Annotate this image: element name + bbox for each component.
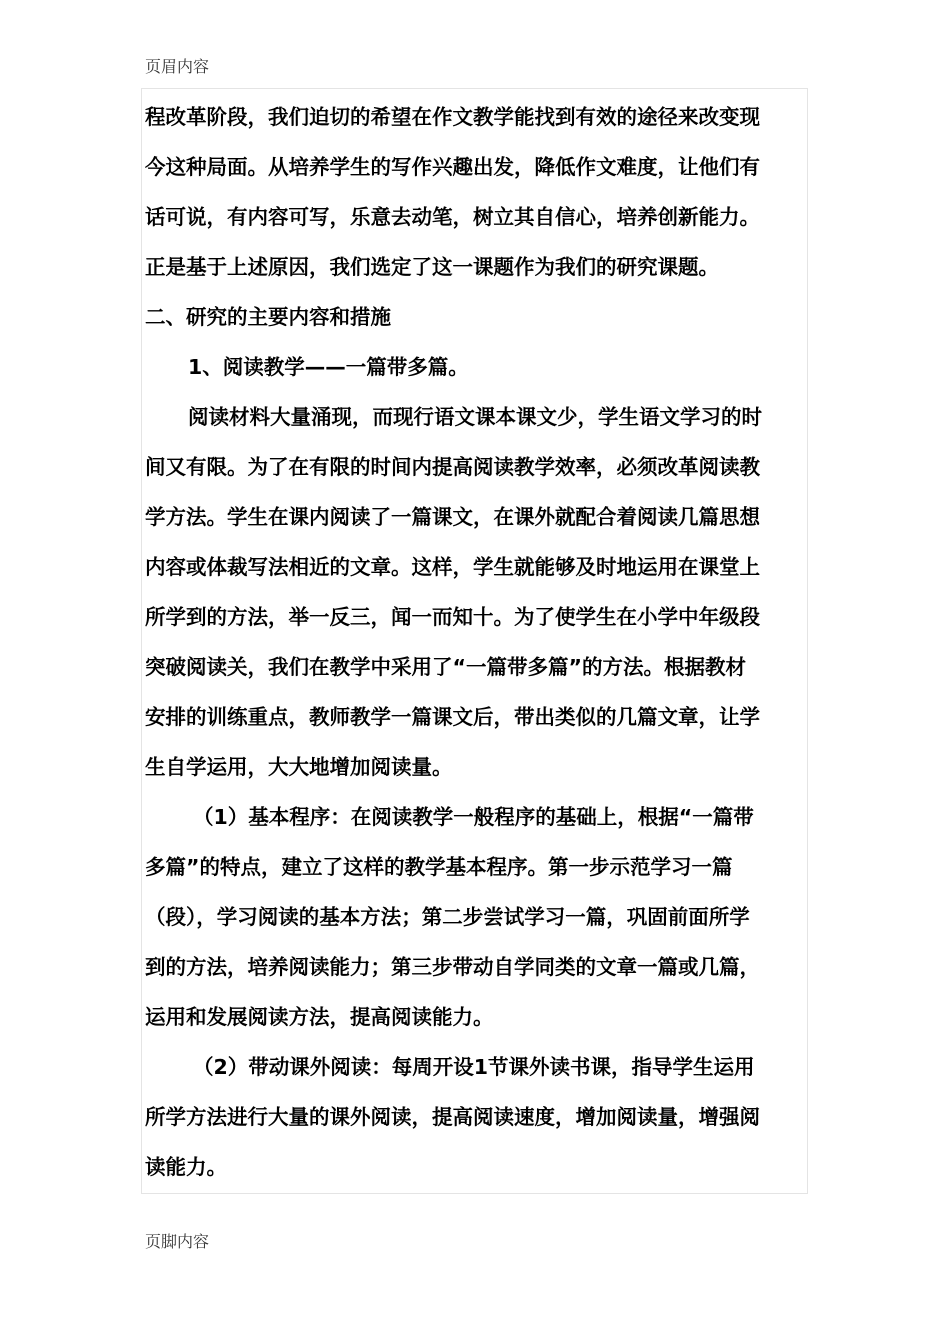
body-line: （2）带动课外阅读：每周开设1节课外读书课，指导学生运用 bbox=[193, 1055, 755, 1079]
body-line: （段），学习阅读的基本方法；第二步尝试学习一篇，巩固前面所学 bbox=[145, 905, 750, 929]
body-line: （1）基本程序：在阅读教学一般程序的基础上，根据“一篇带 bbox=[193, 805, 754, 829]
body-line: 多篇”的特点，建立了这样的教学基本程序。第一步示范学习一篇 bbox=[145, 855, 733, 879]
body-line: 正是基于上述原因，我们选定了这一课题作为我们的研究课题。 bbox=[145, 255, 719, 279]
body-line: 内容或体裁写法相近的文章。这样，学生就能够及时地运用在课堂上 bbox=[145, 555, 760, 579]
body-line: 运用和发展阅读方法，提高阅读能力。 bbox=[145, 1005, 494, 1029]
page-header: 页眉内容 bbox=[145, 57, 210, 76]
subsection-heading: 1、阅读教学——一篇带多篇。 bbox=[188, 355, 469, 379]
body-line: 突破阅读关，我们在教学中采用了“一篇带多篇”的方法。根据教材 bbox=[145, 655, 746, 679]
body-line: 安排的训练重点，教师教学一篇课文后，带出类似的几篇文章，让学 bbox=[145, 705, 760, 729]
body-line: 今这种局面。从培养学生的写作兴趣出发，降低作文难度，让他们有 bbox=[145, 155, 760, 179]
body-line: 读能力。 bbox=[145, 1155, 227, 1179]
body-line: 生自学运用，大大地增加阅读量。 bbox=[145, 755, 453, 779]
body-line: 程改革阶段，我们迫切的希望在作文教学能找到有效的途径来改变现 bbox=[145, 105, 760, 129]
body-line: 所学到的方法，举一反三，闻一而知十。为了使学生在小学中年级段 bbox=[145, 605, 760, 629]
section-heading: 二、研究的主要内容和措施 bbox=[145, 305, 391, 329]
body-line: 话可说，有内容可写，乐意去动笔，树立其自信心，培养创新能力。 bbox=[145, 205, 760, 229]
page-footer: 页脚内容 bbox=[145, 1232, 210, 1251]
body-line: 学方法。学生在课内阅读了一篇课文，在课外就配合着阅读几篇思想 bbox=[145, 505, 760, 529]
document-body bbox=[145, 93, 821, 1193]
body-line: 所学方法进行大量的课外阅读，提高阅读速度，增加阅读量，增强阅 bbox=[145, 1105, 760, 1129]
body-line: 阅读材料大量涌现，而现行语文课本课文少，学生语文学习的时 bbox=[188, 405, 762, 429]
body-line: 到的方法，培养阅读能力；第三步带动自学同类的文章一篇或几篇， bbox=[145, 955, 760, 979]
body-line: 间又有限。为了在有限的时间内提高阅读教学效率，必须改革阅读教 bbox=[145, 455, 760, 479]
